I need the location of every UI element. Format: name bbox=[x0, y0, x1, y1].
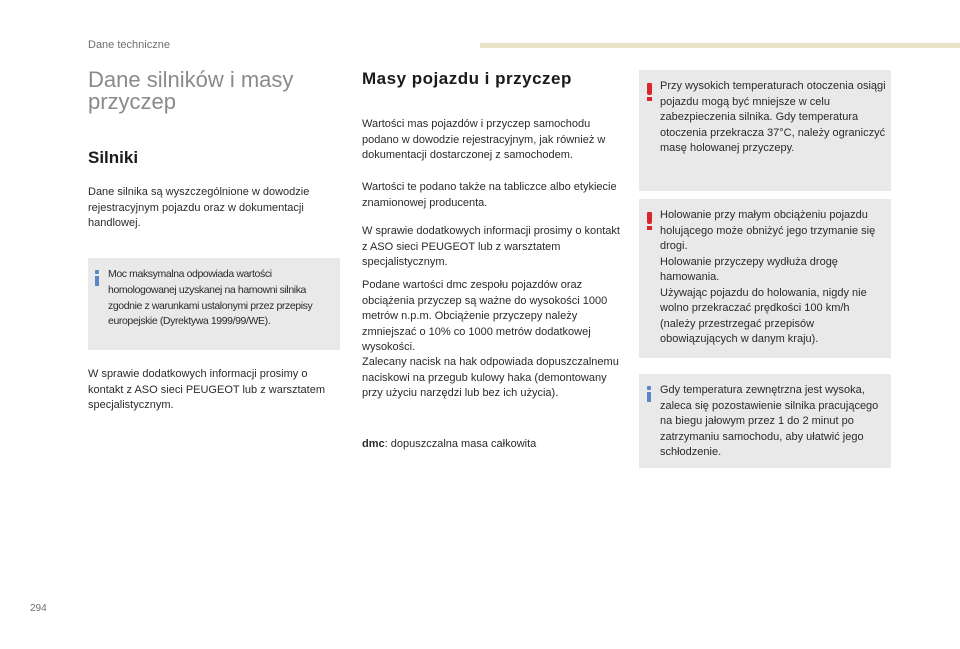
contact-text: W sprawie dodatkowych informacji prosimy o kontakt z ASO sieci PEUGEOT lub z warsztatem specjalistycznym. bbox=[88, 368, 325, 411]
warning-icon bbox=[647, 212, 652, 230]
masses-heading: Masy pojazdu i przyczep bbox=[362, 69, 572, 88]
info-box-text: Moc maksymalna odpowiada wartości homologowanej uzyskanej na hamowni silnika zgodnie z warunkami ustalonymi przez przepisy europejskie (Dyrektywa 1999/99/WE). bbox=[108, 268, 313, 328]
warning-box-towing bbox=[639, 199, 891, 358]
warning-icon bbox=[647, 83, 652, 101]
masses-p3: W sprawie dodatkowych informacji prosimy o kontakt z ASO sieci PEUGEOT lub z warsztatem specjalistycznym. bbox=[362, 225, 620, 268]
masses-p2: Wartości te podano także na tabliczce albo etykiecie znamionowej producenta. bbox=[362, 181, 617, 209]
section-label: Dane techniczne bbox=[88, 39, 170, 51]
page-number: 294 bbox=[30, 603, 47, 614]
warning-box-temperature bbox=[639, 70, 891, 191]
info-icon bbox=[95, 270, 99, 286]
dmc-term: dmc bbox=[362, 438, 385, 450]
engines-heading: Silniki bbox=[88, 148, 139, 167]
warning-towing-line-2: Holowanie przyczepy wydłuża drogę hamowania. bbox=[660, 255, 838, 283]
warning-temperature-text: Przy wysokich temperaturach otoczenia osiągi pojazdu mogą być mniejsze w celu zabezpieczenia silnika. Gdy temperatura otoczenia przekracza 37°C, należy ograniczyć masę holowanej przyczepy. bbox=[660, 80, 886, 154]
info-icon bbox=[647, 386, 651, 402]
engines-text: Dane silnika są wyszczególnione w dowodzie rejestracyjnym pojazdu oraz w dokumentacji handlowej. bbox=[88, 186, 310, 229]
masses-p4: Podane wartości dmc zespołu pojazdów oraz obciążenia przyczep są ważne do wysokości 1000 metrów n.p.m. Obciążenie przyczepy należy zmniejszać o 10% co 1000 metrów dodatkowej wysokości. bbox=[362, 279, 608, 353]
warning-towing-line-3: Używając pojazdu do holowania, nigdy nie wolno przekraczać prędkości 100 km/h (należy przestrzegać przepisów obowiązujących w danym kraju). bbox=[660, 286, 867, 345]
info-box-power bbox=[88, 258, 340, 350]
masses-p5: Zalecany nacisk na hak odpowiada dopuszczalnemu naciskowi na przegub kulowy haka (demontowany przy użyciu narzędzi lub bez ich użycia). bbox=[362, 356, 619, 399]
warning-towing-line-1: Holowanie przy małym obciążeniu pojazdu holującego może obniżyć jego trzymanie się drogi. bbox=[660, 209, 876, 252]
dmc-definition: : dopuszczalna masa całkowita bbox=[384, 438, 537, 450]
info-cooling-text: Gdy temperatura zewnętrzna jest wysoka, zaleca się pozostawienie silnika pracującego na biegu jałowym przez 1 do 2 minut po zatrzymaniu samochodu, aby ułatwić jego schłodzenie. bbox=[660, 384, 879, 458]
dmc-definition-line bbox=[362, 437, 624, 453]
masses-p1: Wartości mas pojazdów i przyczep samochodu podano w dowodzie rejestracyjnym, jak również w dokumentacji dostarczonej z samochodem. bbox=[362, 118, 606, 161]
header-bar bbox=[480, 43, 960, 48]
page-title: Dane silników i masy przyczep bbox=[88, 67, 294, 114]
warning-towing-text bbox=[660, 208, 886, 348]
info-box-cooling bbox=[639, 374, 891, 468]
